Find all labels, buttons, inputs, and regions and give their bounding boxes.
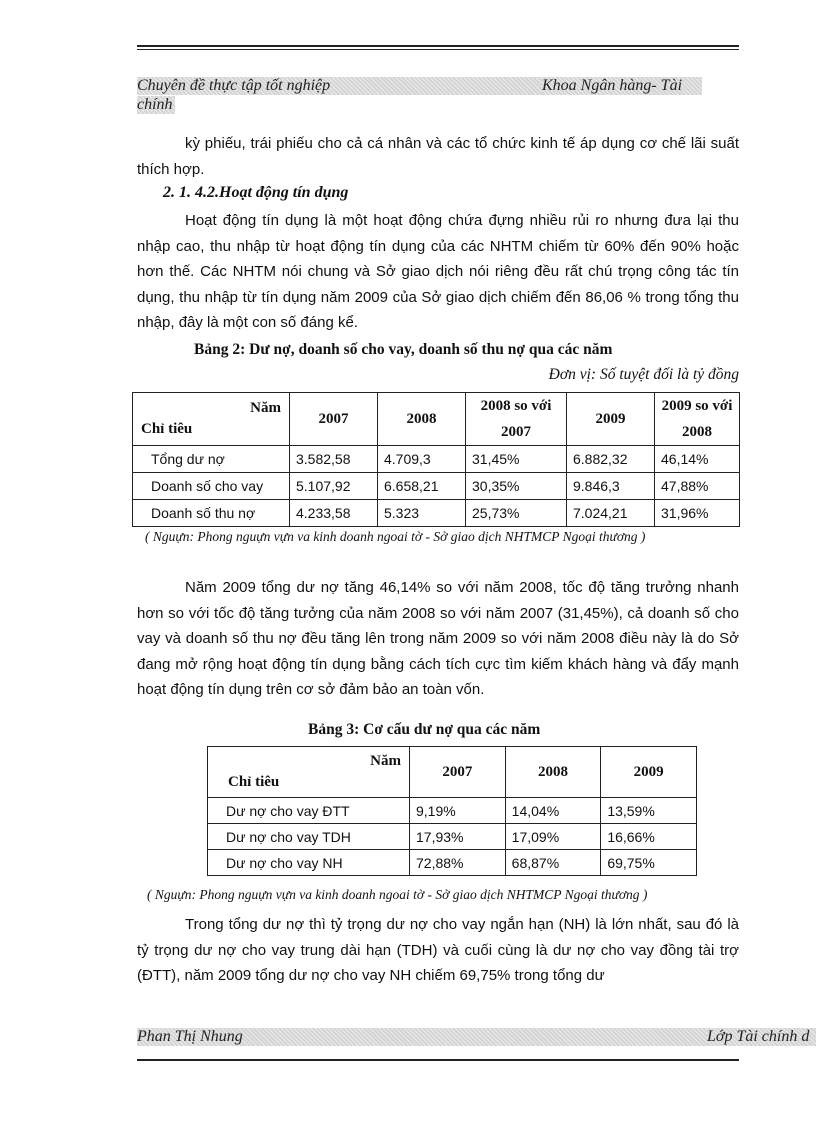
- table-cell: 25,73%: [466, 500, 567, 527]
- column-header: 2009: [601, 747, 697, 798]
- row-label: Tổng dư nợ: [133, 446, 290, 473]
- row-label: Dư nợ cho vay TDH: [208, 824, 410, 850]
- table-corner-cell: [133, 393, 290, 446]
- table-cell: 69,75%: [601, 850, 697, 876]
- table-cell: 7.024,21: [567, 500, 655, 527]
- table3-source: ( Nguựn: Phong nguựn vựn va kinh doanh ngoai tờ - Sở giao dịch NHTMCP Ngoại thương ): [147, 887, 648, 902]
- table-cell: 6.658,21: [378, 473, 466, 500]
- table2-caption: Bảng 2: Dư nợ, doanh số cho vay, doanh số thu nợ qua các năm: [194, 341, 613, 358]
- table-cell: 13,59%: [601, 798, 697, 824]
- column-header: 2008 so với 2007: [466, 393, 567, 446]
- corner-year-label: Năm: [250, 400, 281, 416]
- table-cell: 31,45%: [466, 446, 567, 473]
- section-heading: 2. 1. 4.2.Hoạt động tín dụng: [163, 184, 349, 201]
- table-row: [133, 446, 740, 473]
- row-label: Dư nợ cho vay ĐTT: [208, 798, 410, 824]
- corner-indicator-label: Chỉ tiêu: [228, 774, 280, 790]
- table-cell: 14,04%: [505, 798, 601, 824]
- header-department: Khoa Ngân hàng- Tài: [542, 77, 702, 95]
- paragraph-3: Năm 2009 tổng dư nợ tăng 46,14% so với năm 2008, tốc độ tăng trưởng nhanh hơn so với tốc độ tăng tưởng của năm 2008 so với năm 2007 (31,45%), cả doanh số cho vay và doanh số thu nợ đều tăng lên trong năm 2009 so với năm 2008 điều này là do Sở đang mở rộng hoạt động tín dụng bằng cách tích cực tìm kiếm khách hàng và đẩy mạnh hoạt động tín dụng trên cơ sở đảm bảo an toàn vốn.: [137, 579, 739, 698]
- table-cell: 17,09%: [505, 824, 601, 850]
- column-header: 2009: [567, 393, 655, 446]
- table-row: [133, 500, 740, 527]
- table-header-row: [133, 393, 740, 446]
- footer-class: Lớp Tài chính d: [707, 1028, 816, 1046]
- column-header: 2008: [378, 393, 466, 446]
- table-3: [207, 746, 697, 876]
- table-cell: 6.882,32: [567, 446, 655, 473]
- header-title: Chuyên đề thực tập tốt nghiệp: [137, 77, 542, 95]
- column-header: 2007: [410, 747, 506, 798]
- table-cell: 9.846,3: [567, 473, 655, 500]
- row-label: Dư nợ cho vay NH: [208, 850, 410, 876]
- paragraph-1: kỳ phiếu, trái phiếu cho cả cá nhân và các tổ chức kinh tế áp dụng cơ chế lãi suất thích hợp.: [137, 135, 739, 178]
- table-cell: 72,88%: [410, 850, 506, 876]
- table2-source: ( Nguựn: Phong nguựn vựn va kinh doanh ngoai tờ - Sở giao dịch NHTMCP Ngoại thương ): [145, 529, 646, 544]
- paragraph-4: Trong tổng dư nợ thì tỷ trọng dư nợ cho vay ngắn hạn (NH) là lớn nhất, sau đó là tỷ trọng dư nợ cho vay trung dài hạn (TDH) và cuối cùng là dư nợ cho vay đồng tài trợ (ĐTT), năm 2009 tổng dư nợ cho vay NH chiếm 69,75% trong tổng dư: [137, 916, 739, 984]
- table-row: [208, 798, 697, 824]
- table-cell: 17,93%: [410, 824, 506, 850]
- table-2: [132, 392, 740, 527]
- header-rule-thin: [137, 49, 739, 50]
- table-cell: 30,35%: [466, 473, 567, 500]
- table-cell: 46,14%: [655, 446, 740, 473]
- table-row: [208, 824, 697, 850]
- footer-rule: [137, 1059, 739, 1061]
- corner-year-label: Năm: [370, 753, 401, 769]
- column-header: 2009 so với 2008: [655, 393, 740, 446]
- row-label: Doanh số thu nợ: [133, 500, 290, 527]
- table-cell: 5.323: [378, 500, 466, 527]
- table2-unit: Đơn vị: Số tuyệt đối là tỷ đồng: [548, 366, 739, 383]
- table-cell: 3.582,58: [290, 446, 378, 473]
- table-cell: 68,87%: [505, 850, 601, 876]
- column-header: 2007: [290, 393, 378, 446]
- table-row: [133, 473, 740, 500]
- footer-author: Phan Thị Nhung: [137, 1028, 707, 1046]
- header-rule-thick: [137, 45, 739, 47]
- table-cell: 47,88%: [655, 473, 740, 500]
- table-header-row: [208, 747, 697, 798]
- table-cell: 9,19%: [410, 798, 506, 824]
- table-cell: 5.107,92: [290, 473, 378, 500]
- table-cell: 31,96%: [655, 500, 740, 527]
- table3-caption: Bảng 3: Cơ cấu dư nợ qua các năm: [308, 721, 541, 738]
- table-row: [208, 850, 697, 876]
- corner-indicator-label: Chỉ tiêu: [141, 421, 193, 437]
- table-cell: 16,66%: [601, 824, 697, 850]
- table-cell: 4.233,58: [290, 500, 378, 527]
- table-corner-cell: [208, 747, 410, 798]
- paragraph-2: Hoạt động tín dụng là một hoạt động chứa đựng nhiều rủi ro nhưng đưa lại thu nhập cao, thu nhập từ hoạt động tín dụng của các NHTM chiếm từ 60% đến 90% hoặc hơn thế. Các NHTM nói chung và Sở giao dịch nói riêng đều rất chú trọng công tác tín dụng, thu nhập từ tín dụng năm 2009 của Sở giao dịch chiếm đến 86,06 % trong tổng thu nhập, đây là một con số đáng kể.: [137, 212, 739, 331]
- header-title-continued: chính: [137, 96, 175, 114]
- column-header: 2008: [505, 747, 601, 798]
- row-label: Doanh số cho vay: [133, 473, 290, 500]
- table-cell: 4.709,3: [378, 446, 466, 473]
